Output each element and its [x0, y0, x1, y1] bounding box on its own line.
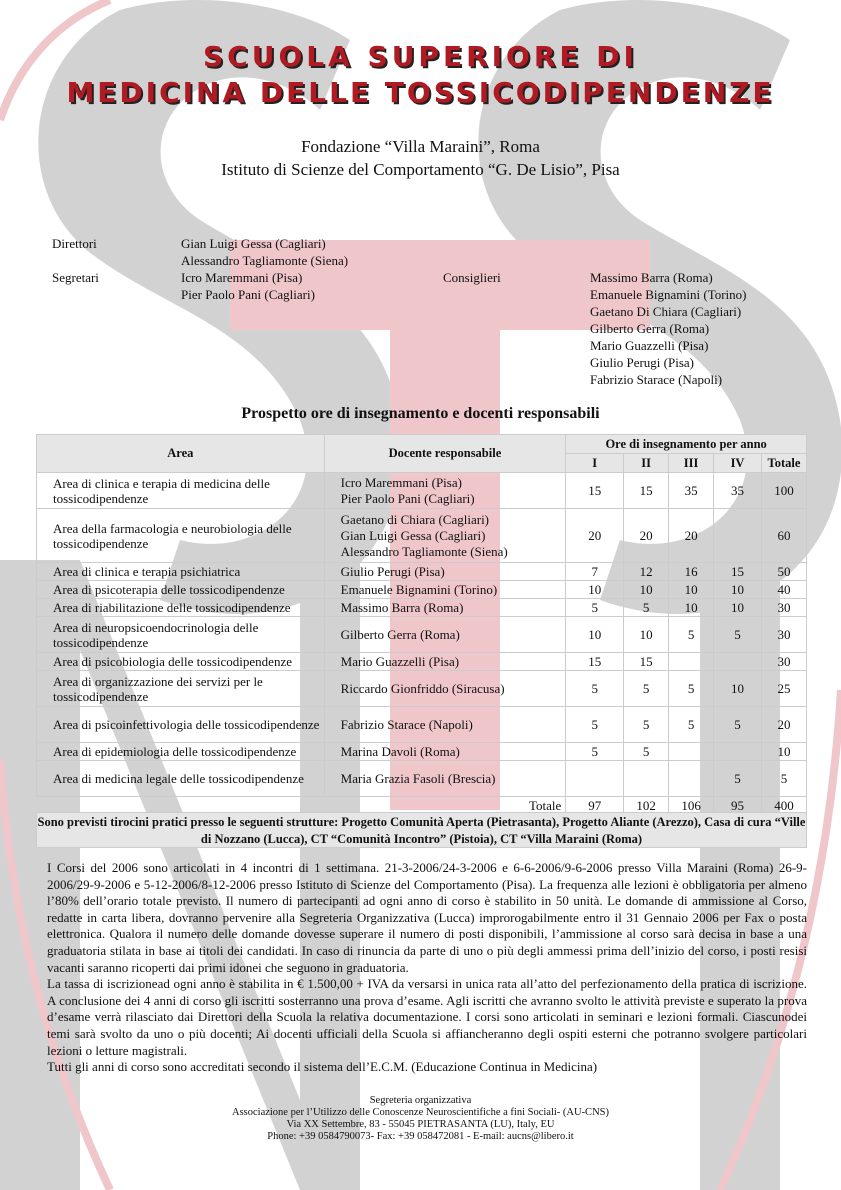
- hours-cell: 5: [714, 761, 762, 797]
- hours-cell: 35: [669, 473, 714, 509]
- hours-cell: 5: [714, 617, 762, 653]
- hours-cell: 15: [566, 653, 624, 671]
- docente-cell: Giulio Perugi (Pisa): [324, 563, 566, 581]
- segretari-list: [181, 269, 315, 303]
- total-cell: 95: [714, 797, 762, 815]
- docente-cell: Maria Grazia Fasoli (Brescia): [324, 761, 566, 797]
- total-label: Totale: [37, 797, 566, 815]
- row-total-cell: 20: [761, 707, 806, 743]
- row-total-cell: 10: [761, 743, 806, 761]
- docente-cell: Gilberto Gerra (Roma): [324, 617, 566, 653]
- hours-cell: [714, 743, 762, 761]
- docente-cell: Mario Guazzelli (Pisa): [324, 653, 566, 671]
- hours-cell: 5: [566, 743, 624, 761]
- hours-cell: 16: [669, 563, 714, 581]
- table-row: [37, 761, 807, 797]
- row-total-cell: 100: [761, 473, 806, 509]
- hours-cell: 10: [714, 581, 762, 599]
- direttore-name: Gian Luigi Gessa (Cagliari): [181, 236, 326, 251]
- footer-line: Via XX Settembre, 83 - 55045 PIETRASANTA (LU), Italy, EU: [286, 1119, 555, 1130]
- table-row: [37, 599, 807, 617]
- hours-cell: 10: [669, 599, 714, 617]
- docente-cell: Emanuele Bignamini (Torino): [324, 581, 566, 599]
- footer: [0, 1095, 841, 1143]
- body-paragraph: Tutti gli anni di corso sono accreditati secondo il sistema dell’E.C.M. (Educazione Continua in Medicina): [47, 1059, 598, 1075]
- table-row: [37, 509, 807, 563]
- hours-cell: 7: [566, 563, 624, 581]
- tirocini-note: Sono previsti tirocini pratici presso le seguenti strutture: Progetto Comunità Aperta (Pietrasanta), Progetto Aliante (Arezzo), Casa di cura “Ville di Nozzano (Lucca), CT “Comunità Incontro” (Pistoia), CT “Villa Maraini (Roma): [36, 812, 807, 848]
- hours-cell: 5: [566, 671, 624, 707]
- row-total-cell: 50: [761, 563, 806, 581]
- hours-cell: 5: [624, 707, 669, 743]
- hours-cell: [669, 653, 714, 671]
- consigliere-name: Mario Guazzelli (Pisa): [590, 338, 709, 353]
- hours-cell: 5: [669, 617, 714, 653]
- hours-cell: 35: [714, 473, 762, 509]
- hours-cell: 10: [624, 581, 669, 599]
- segretario-name: Pier Paolo Pani (Cagliari): [181, 287, 315, 302]
- body-text: [47, 860, 807, 1076]
- header-area: Area: [37, 435, 325, 473]
- table-row: [37, 473, 807, 509]
- hours-cell: 5: [624, 599, 669, 617]
- consigliere-name: Giulio Perugi (Pisa): [590, 355, 694, 370]
- area-cell: Area di clinica e terapia psichiatrica: [37, 563, 325, 581]
- hours-cell: 12: [624, 563, 669, 581]
- area-cell: Area della farmacologia e neurobiologia delle tossicodipendenze: [37, 509, 325, 563]
- hours-cell: 10: [669, 581, 714, 599]
- footer-line: Associazione per l’Utilizzo delle Conoscenze Neuroscientifiche a fini Sociali- (AU-CNS): [231, 1107, 609, 1118]
- hours-cell: 15: [624, 473, 669, 509]
- subtitle-line-1: Fondazione “Villa Maraini”, Roma: [301, 137, 540, 156]
- header-year: I: [566, 454, 624, 473]
- area-cell: Area di psicoterapia delle tossicodipendenze: [37, 581, 325, 599]
- hours-cell: 10: [714, 599, 762, 617]
- hours-cell: 10: [624, 617, 669, 653]
- hours-cell: 20: [624, 509, 669, 563]
- total-cell: 97: [566, 797, 624, 815]
- area-cell: Area di riabilitazione delle tossicodipendenze: [37, 599, 325, 617]
- total-cell: 106: [669, 797, 714, 815]
- footer-line: Phone: +39 0584790073- Fax: +39 058472081 - E-mail: aucns@libero.it: [267, 1131, 574, 1142]
- total-cell: 400: [761, 797, 806, 815]
- hours-cell: 15: [566, 473, 624, 509]
- docente-cell: Icro Maremmani (Pisa) Pier Paolo Pani (Cagliari): [324, 473, 566, 509]
- total-cell: 102: [624, 797, 669, 815]
- segretari-label: Segretari: [52, 270, 99, 285]
- hours-cell: [624, 761, 669, 797]
- hours-cell: 10: [714, 671, 762, 707]
- header-docente: Docente responsabile: [324, 435, 566, 473]
- table-row: [37, 563, 807, 581]
- area-cell: Area di epidemiologia delle tossicodipendenze: [37, 743, 325, 761]
- table-row: [37, 581, 807, 599]
- header-year: II: [624, 454, 669, 473]
- row-total-cell: 40: [761, 581, 806, 599]
- table-row: [37, 617, 807, 653]
- row-total-cell: 60: [761, 509, 806, 563]
- consigliere-name: Gaetano Di Chiara (Cagliari): [590, 304, 742, 319]
- consiglieri-list: [590, 269, 747, 388]
- row-total-cell: 30: [761, 599, 806, 617]
- area-cell: Area di organizzazione dei servizi per le tossicodipendenze: [37, 671, 325, 707]
- hours-cell: 5: [669, 707, 714, 743]
- header-totale: Totale: [761, 454, 806, 473]
- title-line-1: SCUOLA SUPERIORE DI: [203, 40, 638, 73]
- hours-cell: [566, 761, 624, 797]
- hours-cell: 15: [624, 653, 669, 671]
- hours-cell: 10: [566, 617, 624, 653]
- row-total-cell: 30: [761, 653, 806, 671]
- hours-cell: [714, 509, 762, 563]
- docente-cell: Massimo Barra (Roma): [324, 599, 566, 617]
- title-line-2: MEDICINA DELLE TOSSICODIPENDENZE: [66, 76, 775, 109]
- hours-cell: 5: [714, 707, 762, 743]
- area-cell: Area di neuropsicoendocrinologia delle tossicodipendenze: [37, 617, 325, 653]
- docente-cell: Riccardo Gionfriddo (Siracusa): [324, 671, 566, 707]
- row-total-cell: 30: [761, 617, 806, 653]
- docente-cell: Marina Davoli (Roma): [324, 743, 566, 761]
- area-cell: Area di psicobiologia delle tossicodipendenze: [37, 653, 325, 671]
- consigliere-name: Emanuele Bignamini (Torino): [590, 287, 747, 302]
- consiglieri-label: Consiglieri: [443, 270, 501, 285]
- table-title: Prospetto ore di insegnamento e docenti responsabili: [241, 405, 600, 422]
- body-paragraph: I Corsi del 2006 sono articolati in 4 incontri di 1 settimana. 21-3-2006/24-3-2006 e 6-6-2006/9-6-2006 presso Villa Maraini (Roma) 26-9-2006/29-9-2006 e 5-12-2006/8-12-2006 presso Istituto di Scienze del Comportamento (Pisa). La frequenza alle lezioni è obbligatoria per almeno l’80% dell’orario totale previsto. Il numero di partecipanti ad ogni anno di corso è stabilito in 50 unità. Le domande di ammissione al Corso, redatte in carta libera, dovranno pervenire alla Segreteria Organizzativa (Lucca) improrogabilmente entro il 31 Gennaio 2006 per Fax o posta elettronica. Qualora il numero delle domande dovesse superare il numero di posti disponibili, l’ammissione al corso sarà decisa in base a una graduatoria stilata in base ai titoli dei candidati. In caso di rinuncia da parte di uno o più degli ammessi prima dell’inizio del corso, i posti resisi vacanti saranno ricoperti dai primi idonei che seguono in graduatoria.: [47, 860, 807, 975]
- hours-cell: 5: [669, 671, 714, 707]
- table-row: [37, 743, 807, 761]
- hours-cell: 10: [566, 581, 624, 599]
- hours-cell: [669, 743, 714, 761]
- body-paragraph: La tassa di iscrizionead ogni anno è stabilita in € 1.500,00 + IVA da versarsi in unica rata all’atto del perfezionamento della pratica di iscrizione. A conclusione dei 4 anni di corso gli iscritti sosterranno una prova d’esame. Agli iscritti che avranno svolto le attività previste e superato la prova d’esame verrà rilasciato dai Direttori della Scuola la relativa documentazione. I corsi sono articolati in seminari e lezioni formali. Ciascunodei temi sarà svolto da uno o più docenti; Ai docenti ufficiali della Scuola si affiancheranno degli ospiti esterni che potranno svolgere particolari lezioni o letture magistrali.: [47, 976, 807, 1058]
- area-cell: Area di psicoinfettivologia delle tossicodipendenze: [37, 707, 325, 743]
- hours-table: [36, 434, 807, 815]
- direttore-name: Alessandro Tagliamonte (Siena): [181, 253, 349, 268]
- footer-line: Segreteria organizzativa: [369, 1095, 472, 1106]
- direttori-label: Direttori: [52, 236, 97, 251]
- hours-cell: 5: [566, 599, 624, 617]
- subtitle-line-2: Istituto di Scienze del Comportamento “G. De Lisio”, Pisa: [221, 160, 620, 179]
- table-row: [37, 653, 807, 671]
- area-cell: Area di medicina legale delle tossicodipendenze: [37, 761, 325, 797]
- hours-cell: 20: [566, 509, 624, 563]
- docente-cell: Gaetano di Chiara (Cagliari) Gian Luigi Gessa (Cagliari) Alessandro Tagliamonte (Siena): [324, 509, 566, 563]
- area-cell: Area di clinica e terapia di medicina delle tossicodipendenze: [37, 473, 325, 509]
- table-row: [37, 707, 807, 743]
- hours-cell: 15: [714, 563, 762, 581]
- table-row: [37, 671, 807, 707]
- header-ore: Ore di insegnamento per anno: [566, 435, 807, 454]
- segretario-name: Icro Maremmani (Pisa): [181, 270, 303, 285]
- hours-cell: 5: [624, 671, 669, 707]
- header-year: IV: [714, 454, 762, 473]
- consigliere-name: Fabrizio Starace (Napoli): [590, 372, 723, 387]
- consigliere-name: Massimo Barra (Roma): [590, 270, 713, 285]
- header-year: III: [669, 454, 714, 473]
- hours-cell: [714, 653, 762, 671]
- row-total-cell: 25: [761, 671, 806, 707]
- docente-cell: Fabrizio Starace (Napoli): [324, 707, 566, 743]
- consigliere-name: Gilberto Gerra (Roma): [590, 321, 710, 336]
- direttori-list: [181, 235, 348, 269]
- row-total-cell: 5: [761, 761, 806, 797]
- hours-cell: 5: [566, 707, 624, 743]
- hours-cell: 5: [624, 743, 669, 761]
- hours-cell: 20: [669, 509, 714, 563]
- hours-cell: [669, 761, 714, 797]
